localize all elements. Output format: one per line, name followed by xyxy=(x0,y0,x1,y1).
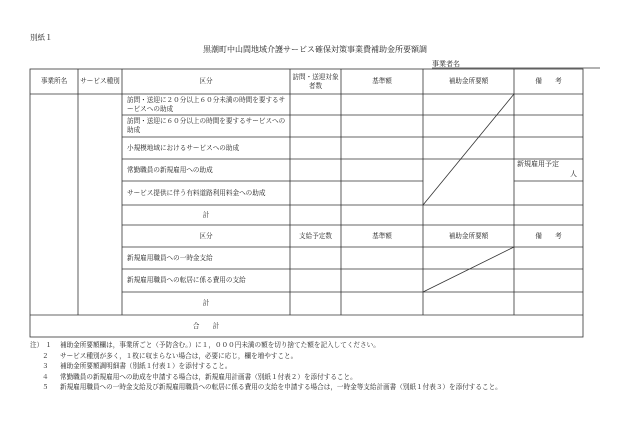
note-2 xyxy=(30,351,620,362)
diagonal-1 xyxy=(423,94,514,205)
header2-base-amount: 基準額 xyxy=(372,231,392,240)
annex-label: 別紙１ xyxy=(30,33,53,42)
notes-prefix: 注） xyxy=(30,341,44,349)
person-unit: 人 xyxy=(570,170,577,178)
note-text: 常勤職員の新規雇用への助成を申請する場合は，新規雇用計画書（別紙１付表２）を添付すること。 xyxy=(60,372,357,381)
note-4 xyxy=(30,372,620,383)
header-service-type: サービス種別 xyxy=(80,77,120,85)
note-text: 新規雇用職員への一時金支給及び新規雇用職員への転居に係る費用の支給を申請する場合は，一時金等支給計画書（別紙１付表３）を添付すること。 xyxy=(60,383,502,392)
row-visit-20-60: 訪問・送迎に２０分以上６０分未満の時間を要するサービスへの助成 xyxy=(127,95,286,113)
note-5 xyxy=(30,382,620,393)
note-number: ５ xyxy=(42,383,49,392)
row-toll-road: サービス提供に伴う有料道路利用料金への助成 xyxy=(127,188,266,197)
header-category: 区分 xyxy=(199,77,213,85)
note-3 xyxy=(30,361,620,372)
grand-total: 合 計 xyxy=(192,321,220,330)
row-lump-sum: 新規雇用職員への一時金支給 xyxy=(127,253,213,262)
note-text: 補助金所要額欄は，事業所ごと（予防含む。）に１，０００円未満の額を切り捨てた額を記入してください。 xyxy=(60,341,380,349)
header2-planned-payments: 支給予定数 xyxy=(299,231,332,240)
note-text: サービス種別が多く，１枚に収まらない場合は，必要に応じ，欄を増やすこと。 xyxy=(60,351,298,360)
row-fulltime-hire: 常勤職員の新規雇用への助成 xyxy=(127,165,213,174)
note-text: 補助金所要額調明細書（別紙１付表１）を添付すること。 xyxy=(60,362,232,371)
header-required-amount: 補助金所要額 xyxy=(448,77,489,85)
diagonal-2 xyxy=(423,247,514,292)
note-number: ３ xyxy=(42,362,49,371)
table-frame xyxy=(30,69,583,337)
header-office: 事業所名 xyxy=(40,77,68,85)
header2-category: 区分 xyxy=(199,231,213,240)
note-1 xyxy=(30,340,620,351)
subtotal-2: 計 xyxy=(202,299,210,307)
header-base-amount: 基準額 xyxy=(372,77,392,85)
header2-remarks: 備 考 xyxy=(535,231,562,240)
header2-required-amount: 補助金所要額 xyxy=(448,231,489,240)
new-hire-planned: 新規雇用予定 xyxy=(517,160,559,168)
row-small-area: 小規模地域におけるサービスへの助成 xyxy=(127,143,240,152)
operator-label: 事業者名 xyxy=(432,60,460,68)
form-title: 黒潮町中山間地域介護サービス確保対策事業費補助金所要額調 xyxy=(203,45,427,54)
header-remarks: 備 考 xyxy=(535,77,562,85)
row-visit-60-plus: 訪問・送迎に６０分以上の時間を要するサービスへの助成 xyxy=(127,117,286,134)
note-number: ２ xyxy=(42,351,49,360)
note-number: ４ xyxy=(42,372,49,381)
note-number: １ xyxy=(45,341,52,349)
header-visits: 訪問・送迎対象者数 xyxy=(292,72,339,90)
notes xyxy=(30,340,620,393)
subtotal-1: 計 xyxy=(202,210,210,219)
row-relocation: 新規雇用職員への転居に係る費用の支給 xyxy=(127,276,246,284)
